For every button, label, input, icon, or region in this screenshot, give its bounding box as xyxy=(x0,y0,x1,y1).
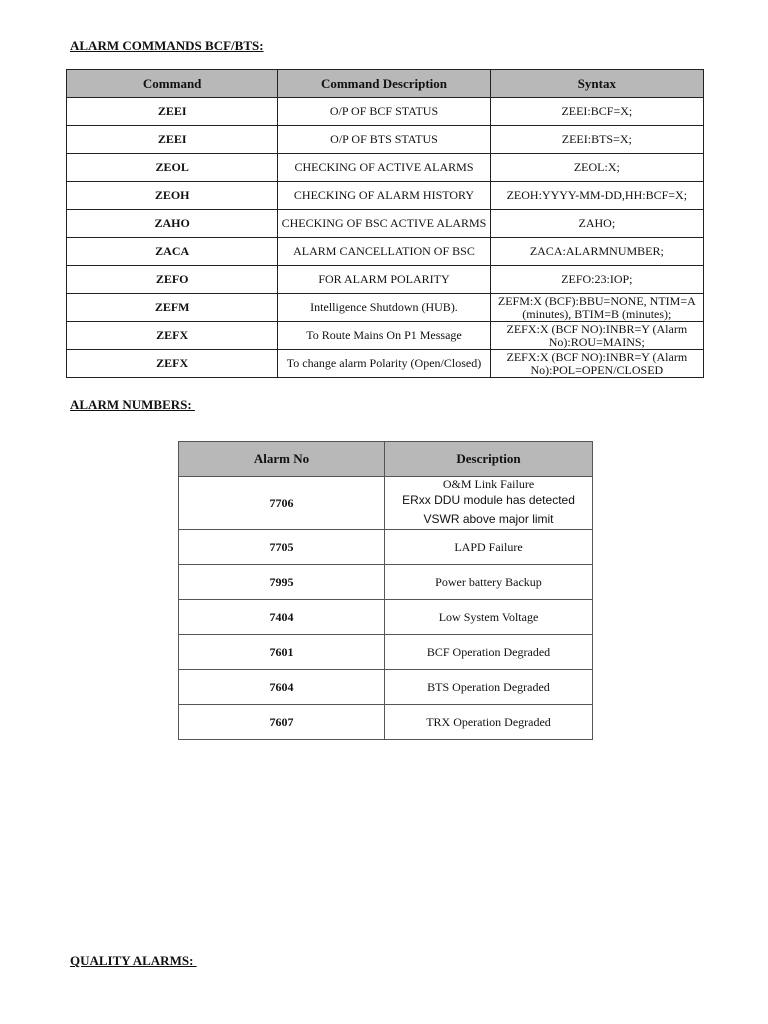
table-row xyxy=(179,530,593,565)
table-row xyxy=(67,210,704,238)
column-header-command: Command xyxy=(67,70,278,98)
column-header-alarm-no: Alarm No xyxy=(179,442,385,477)
alarm-description-line: O&M Link Failure xyxy=(442,477,535,491)
description-cell: CHECKING OF ALARM HISTORY xyxy=(278,182,490,210)
description-cell: To Route Mains On P1 Message xyxy=(278,322,490,350)
table-row xyxy=(179,635,593,670)
alarm-numbers-table xyxy=(178,441,593,740)
table-row xyxy=(179,670,593,705)
command-cell: ZEFO xyxy=(67,266,278,294)
command-cell: ZEFX xyxy=(67,350,278,378)
table-row xyxy=(67,238,704,266)
table-row xyxy=(67,266,704,294)
alarm-description-cell: LAPD Failure xyxy=(385,530,593,565)
syntax-cell: ZEFX:X (BCF NO):INBR=Y (Alarm No):ROU=MAINS; xyxy=(490,322,703,350)
alarm-numbers-heading: ALARM NUMBERS: xyxy=(70,397,195,412)
alarm-description-cell: TRX Operation Degraded xyxy=(385,705,593,740)
table-row xyxy=(179,565,593,600)
syntax-cell: ZEOH:YYYY-MM-DD,HH:BCF=X; xyxy=(490,182,703,210)
alarm-number-cell: 7706 xyxy=(179,477,385,530)
description-cell: FOR ALARM POLARITY xyxy=(278,266,490,294)
syntax-cell: ZEFM:X (BCF):BBU=NONE, NTIM=A (minutes), BTIM=B (minutes); xyxy=(490,294,703,322)
table-row xyxy=(179,477,593,530)
description-cell: CHECKING OF BSC ACTIVE ALARMS xyxy=(278,210,490,238)
table-row xyxy=(67,322,704,350)
syntax-cell: ZEFX:X (BCF NO):INBR=Y (Alarm No):POL=OPEN/CLOSED xyxy=(490,350,703,378)
syntax-cell: ZAHO; xyxy=(490,210,703,238)
syntax-cell: ZEOL:X; xyxy=(490,154,703,182)
description-cell: Intelligence Shutdown (HUB). xyxy=(278,294,490,322)
alarm-commands-table xyxy=(66,69,704,378)
description-cell: O/P OF BTS STATUS xyxy=(278,126,490,154)
table-row xyxy=(67,182,704,210)
table-row xyxy=(67,154,704,182)
command-cell: ZAHO xyxy=(67,210,278,238)
alarm-number-cell: 7601 xyxy=(179,635,385,670)
command-cell: ZEFM xyxy=(67,294,278,322)
column-header-description: Description xyxy=(385,442,593,477)
command-cell: ZEOH xyxy=(67,182,278,210)
table-row xyxy=(179,600,593,635)
alarm-description-cell: BTS Operation Degraded xyxy=(385,670,593,705)
alarm-commands-heading: ALARM COMMANDS BCF/BTS: xyxy=(70,38,264,53)
alarm-number-cell: 7404 xyxy=(179,600,385,635)
description-cell: O/P OF BCF STATUS xyxy=(278,98,490,126)
table-header-row xyxy=(67,70,704,98)
command-cell: ZEOL xyxy=(67,154,278,182)
alarm-description-extra-line: ERxx DDU module has detected xyxy=(402,493,575,507)
syntax-cell: ZEEI:BTS=X; xyxy=(490,126,703,154)
quality-alarms-heading: QUALITY ALARMS: xyxy=(70,953,197,968)
syntax-cell: ZEEI:BCF=X; xyxy=(490,98,703,126)
command-cell: ZEEI xyxy=(67,126,278,154)
command-cell: ZACA xyxy=(67,238,278,266)
syntax-cell: ZEFO:23:IOP; xyxy=(490,266,703,294)
description-cell: CHECKING OF ACTIVE ALARMS xyxy=(278,154,490,182)
alarm-number-cell: 7995 xyxy=(179,565,385,600)
table-header-row xyxy=(179,442,593,477)
alarm-number-cell: 7604 xyxy=(179,670,385,705)
table-row xyxy=(67,350,704,378)
command-cell: ZEFX xyxy=(67,322,278,350)
column-header-syntax: Syntax xyxy=(490,70,703,98)
table-row xyxy=(179,705,593,740)
alarm-description-extra-line: VSWR above major limit xyxy=(423,512,554,526)
command-cell: ZEEI xyxy=(67,98,278,126)
description-cell: To change alarm Polarity (Open/Closed) xyxy=(278,350,490,378)
table-row xyxy=(67,294,704,322)
description-cell: ALARM CANCELLATION OF BSC xyxy=(278,238,490,266)
alarm-description-cell: Low System Voltage xyxy=(385,600,593,635)
alarm-number-cell: 7705 xyxy=(179,530,385,565)
alarm-description-cell xyxy=(385,477,593,530)
alarm-description-cell: BCF Operation Degraded xyxy=(385,635,593,670)
table-row xyxy=(67,98,704,126)
column-header-command-description: Command Description xyxy=(278,70,490,98)
table-row xyxy=(67,126,704,154)
syntax-cell: ZACA:ALARMNUMBER; xyxy=(490,238,703,266)
alarm-description-cell: Power battery Backup xyxy=(385,565,593,600)
alarm-number-cell: 7607 xyxy=(179,705,385,740)
